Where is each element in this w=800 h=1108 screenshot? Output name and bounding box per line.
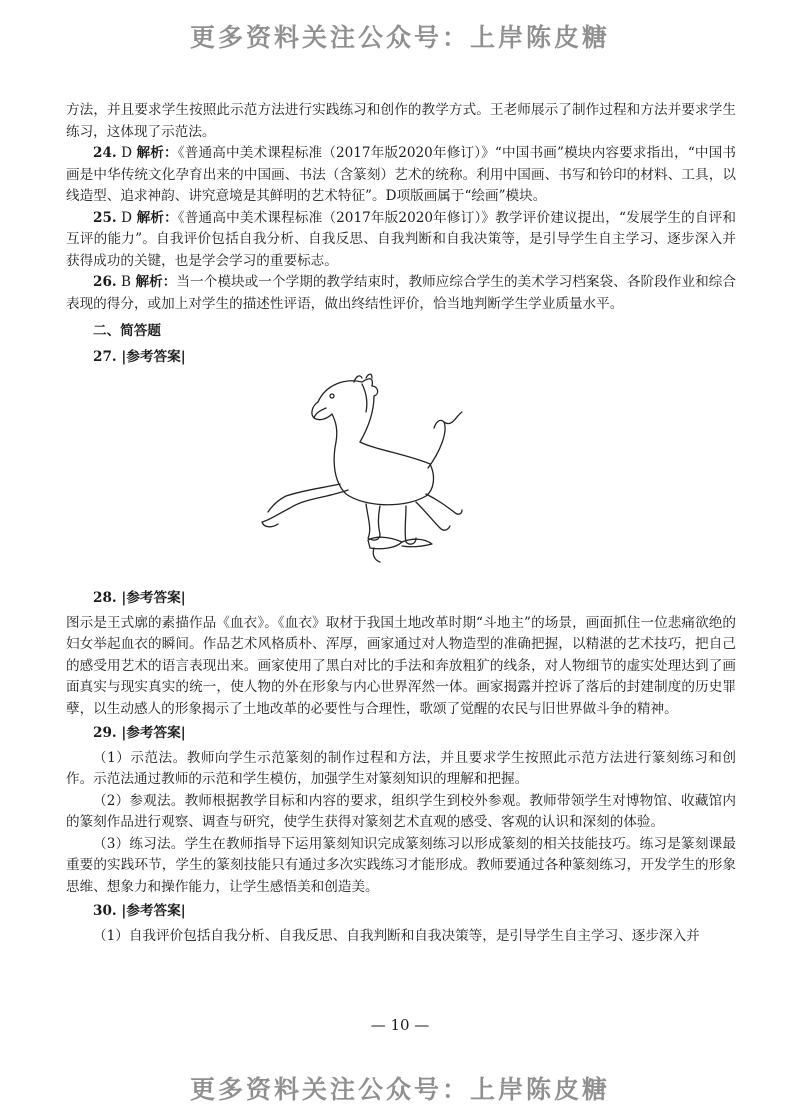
page-number: — 10 — <box>370 1016 430 1034</box>
q26-answer: B <box>121 274 132 290</box>
q26-paragraph <box>66 272 736 315</box>
q26-number: 26. <box>93 274 117 290</box>
q24-answer: D <box>121 145 133 161</box>
watermark-top: 更多资料关注公众号：上岸陈皮糖 <box>189 23 610 52</box>
horse-sketch-image <box>256 372 466 567</box>
q28-text: 图示是王式廓的素描作品《血衣》。《血衣》取材于我国土地改革时期“斗地主”的场景，画面抓住一位悲痛欲绝的妇女举起血衣的瞬间。作品艺术风格质朴、浑厚，画家通过对人物造型的准确把握，以精湛的艺术技巧，把自己的感受用艺术的语言表现出来。画家使用了黑白对比的手法和奔放粗犷的线条，对人物细节的虚实处理达到了画面真实与现实真实的统一，使人物的外在形象与内心世界浑然一体。画家揭露并控诉了落后的封建制度的历史罪孽，以生动感人的形象揭示了土地改革的必要性与合理性，歌颂了觉醒的农民与旧世界做斗争的精神。 <box>66 614 736 717</box>
q27-heading: 27. |参考答案| <box>93 348 186 365</box>
page-content <box>66 100 736 947</box>
q26-label: 解析： <box>135 274 177 290</box>
q29-item-3: （3）练习法。学生在教师指导下运用篆刻知识完成篆刻练习以形成篆刻的相关技能技巧。练习是篆刻课最重要的实践环节，学生的篆刻技能只有通过多次实践练习才能形成。教师要通过各种篆刻练习，开发学生的形象思维、想象力和操作能力，让学生感悟美和创造美。 <box>66 835 736 895</box>
q29-item-2: （2）参观法。教师根据教学目标和内容的要求，组织学生到校外参观。教师带领学生对博物馆、收藏馆内的篆刻作品进行观察、调查与研究，使学生获得对篆刻艺术直观的感受、客观的认识和深刻的体验。 <box>66 792 736 830</box>
q28-heading: 28. |参考答案| <box>93 590 186 606</box>
q24-paragraph <box>66 143 736 208</box>
q26-text: 当一个模块或一个学期的教学结束时，教师应综合学生的美术学习档案袋、各阶段作业和综合表现的得分，或加上对学生的描述性评语，做出终结性评价，恰当地判断学生学业质量水平。 <box>66 274 737 312</box>
q25-number: 25. <box>93 209 117 226</box>
q24-text: 《普通高中美术课程标准（2017年版2020年修订）》“中国书画”模块内容要求指出，“中国书画是中华传统文化孕育出来的中国画、书法（含篆刻）艺术的统称。利用中国画、书写和钤印的材料、工具，以线造型、追求神韵、讲究意境是其鲜明的艺术特征”。D项版画属于“绘画”模块。 <box>66 145 737 204</box>
q25-paragraph <box>66 208 736 273</box>
intro-paragraph: 方法，并且要求学生按照此示范方法进行实践练习和创作的教学方式。王老师展示了制作过程和方法并要求学生练习，这体现了示范法。 <box>66 102 736 140</box>
q25-text: 《普通高中美术课程标准（2017年版2020年修订）》教学评价建议提出，“发展学生的自评和互评的能力”。自我评价包括自我分析、自我反思、自我判断和自我决策等，是引导学生自主学习、逐步深入并获得成功的关键，也是学会学习的重要标志。 <box>66 209 737 269</box>
q29-heading: 29. |参考答案| <box>93 725 186 741</box>
q30-heading: 30. |参考答案| <box>93 903 186 919</box>
q24-number: 24. <box>93 145 117 161</box>
section-heading: 二、简答题 <box>93 323 161 339</box>
q25-label: 解析： <box>136 209 178 226</box>
q27-figure <box>66 372 736 582</box>
watermark-bottom: 更多资料关注公众号：上岸陈皮糖 <box>189 1075 610 1104</box>
q24-label: 解析： <box>136 145 178 161</box>
q25-answer: D <box>121 209 133 226</box>
q29-item-1: （1）示范法。教师向学生示范篆刻的制作过程和方法，并且要求学生按照此示范方法进行篆刻练习和创作。示范法通过教师的示范和学生模仿，加强学生对篆刻知识的理解和把握。 <box>66 749 736 787</box>
q30-item-1: （1）自我评价包括自我分析、自我反思、自我判断和自我决策等，是引导学生自主学习、逐步深入并 <box>93 927 700 944</box>
